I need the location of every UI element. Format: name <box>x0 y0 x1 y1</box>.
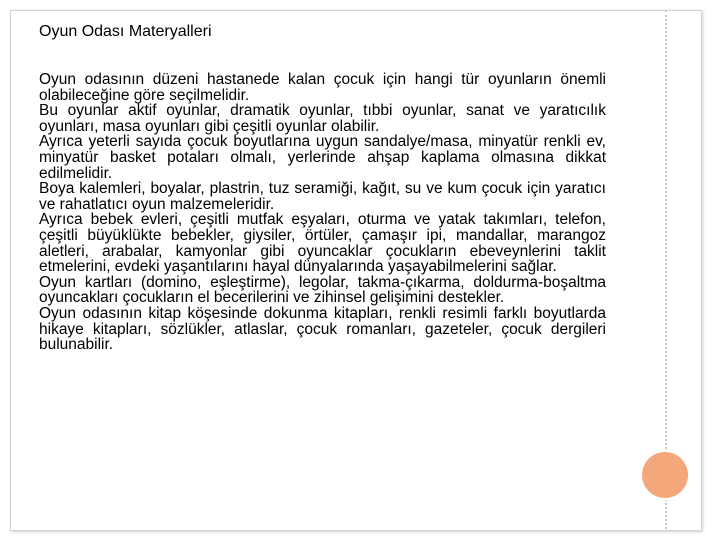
decorative-orange-dot-icon <box>642 452 688 498</box>
paragraph-art-materials: Boya kalemleri, boyalar, plastrin, tuz seramiği, kağıt, su ve kum çocuk için yaratıcı ve rahatlatıcı oyun malzemeleridir. <box>39 180 606 213</box>
paragraph-book-corner: Oyun odasının kitap köşesinde dokunma kitapları, renkli resimli farklı boyutlarda hikaye kitapları, sözlükler, atlaslar, çocuk romanları, gazeteler, çocuk dergileri bulunabilir. <box>39 304 606 354</box>
paragraph-toys: Ayrıca bebek evleri, çeşitli mutfak eşyaları, oturma ve yatak takımları, telefon, çeşitli büyüklükte bebekler, giysiler, örtüler, çamaşır ipi, mandallar, marangoz aletleri, arabalar, kamyonlar gibi oyuncaklar çocukların ebeveynlerini taklit etmelerini, evdeki yaşantılarını hayal dünyalarında yaşayabilmelerini sağlar. <box>39 211 606 276</box>
paragraph-furniture: Ayrıca yeterli sayıda çocuk boyutlarına uygun sandalye/masa, minyatür renkli ev, minyatür basket potaları olmalı, yerlerinde ahşap kaplama olmasına dikkat edilmelidir. <box>39 133 606 182</box>
paragraph-room-layout: Oyun odasının düzeni hastanede kalan çocuk için hangi tür oyunların önemli olabileceğine göre seçilmelidir. <box>39 71 606 104</box>
paragraph-skill-games: Oyun kartları (domino, eşleştirme), legolar, takma-çıkarma, doldurma-boşaltma oyuncakları çocukların el becerilerini ve zihinsel gelişimini destekler. <box>39 273 606 307</box>
slide-title: Oyun Odası Materyalleri <box>39 23 212 40</box>
slide-body <box>39 72 606 353</box>
paragraph-game-types: Bu oyunlar aktif oyunlar, dramatik oyunlar, tıbbi oyunlar, sanat ve yaratıcılık oyunları, masa oyunları gibi çeşitli oyunlar olabilir. <box>39 102 606 135</box>
